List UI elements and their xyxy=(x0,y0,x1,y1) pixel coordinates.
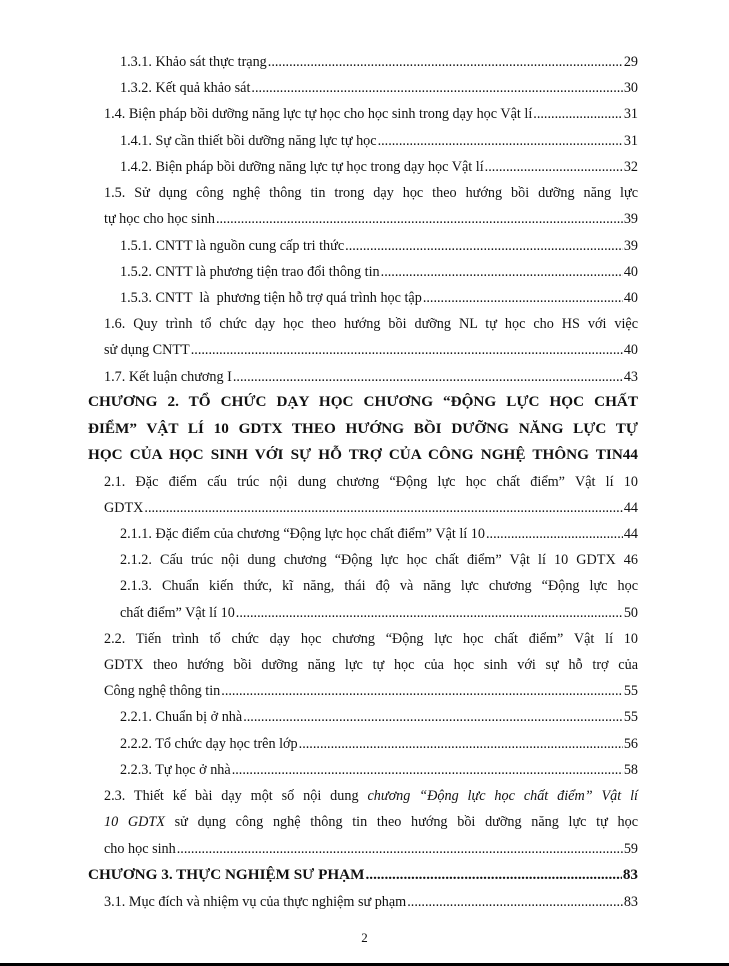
toc-entry-title: tự học cho học sinh xyxy=(104,211,215,227)
toc-entry-title: CHƯƠNG 3. THỰC NGHIỆM SƯ PHẠM xyxy=(88,866,365,883)
toc-entry-page: 40 xyxy=(623,342,638,358)
toc-leader xyxy=(177,839,623,859)
toc-entry[interactable] xyxy=(120,707,638,727)
toc-entry[interactable] xyxy=(120,236,638,256)
toc-entry[interactable] xyxy=(120,734,638,754)
toc-entry[interactable] xyxy=(120,524,638,544)
toc-leader xyxy=(365,865,621,885)
toc-entry[interactable] xyxy=(104,498,638,518)
toc-entry-page: 55 xyxy=(623,683,638,699)
toc-entry[interactable] xyxy=(104,892,638,912)
toc-entry-title: Công nghệ thông tin xyxy=(104,683,221,699)
toc-leader xyxy=(345,236,623,256)
toc-entry-title: 2.2.3. Tự học ở nhà xyxy=(120,762,231,778)
toc-entry-title: 1.5.2. CNTT là phương tiện trao đổi thông tin xyxy=(120,264,380,280)
toc-entry-page: 40 xyxy=(623,290,638,306)
toc-leader xyxy=(299,734,623,754)
toc-leader xyxy=(485,157,623,177)
toc-entry-title: 2.2.2. Tổ chức dạy học trên lớp xyxy=(120,736,298,752)
toc-entry-title: chất điểm” Vật lí 10 xyxy=(120,605,235,621)
toc-entry-page: 39 xyxy=(623,211,638,227)
toc-entry-page: 58 xyxy=(623,762,638,778)
toc-entry-title: 1.4.1. Sự cần thiết bồi dưỡng năng lực tự học xyxy=(120,133,377,149)
toc-entry-title: 1.3.1. Khảo sát thực trạng xyxy=(120,54,267,70)
chapter-heading-line[interactable]: ĐIỂM” VẬT LÍ 10 GDTX THEO HƯỚNG BỒI DƯỠNG NĂNG LỰC TỰ xyxy=(88,420,638,437)
toc-entry-page: 44 xyxy=(623,500,638,516)
toc-leader xyxy=(423,288,623,308)
toc-leader xyxy=(251,78,622,98)
toc-entry-page: 43 xyxy=(623,369,638,385)
toc-leader xyxy=(533,104,623,124)
toc-entry-text: sử dụng công nghệ thông tin theo hướng bồi dưỡng năng lực tự học xyxy=(164,814,638,830)
toc-entry-page: 31 xyxy=(623,133,638,149)
toc-entry[interactable] xyxy=(104,681,638,701)
toc-leader xyxy=(221,681,623,701)
toc-entry-page: 50 xyxy=(623,605,638,621)
toc-entry-title: 3.1. Mục đích và nhiệm vụ của thực nghiệm sư phạm xyxy=(104,894,407,910)
toc-entry-line1 xyxy=(104,786,638,806)
toc-entry[interactable] xyxy=(120,760,638,780)
chapter-heading-line[interactable]: HỌC CỦA HỌC SINH VỚI SỰ HỖ TRỢ CỦA CÔNG NGHỆ THÔNG TIN44 xyxy=(88,446,638,463)
toc-entry-text: 2.3. Thiết kế bài dạy một số nội dung xyxy=(104,788,368,804)
chapter-heading[interactable] xyxy=(88,865,638,885)
toc-entry-page: 40 xyxy=(623,264,638,280)
toc-entry[interactable] xyxy=(120,78,638,98)
toc-entry-title: 1.5.3. CNTT là phương tiện hỗ trợ quá trình học tập xyxy=(120,290,422,306)
toc-entry-line1: 2.1.3. Chuẩn kiến thức, kĩ năng, thái độ và năng lực chương “Động lực học xyxy=(120,578,638,594)
toc-leader xyxy=(486,524,623,544)
toc-entry[interactable] xyxy=(104,104,638,124)
toc-entry-page: 59 xyxy=(623,841,638,857)
toc-entry-italic: 10 GDTX xyxy=(104,814,165,830)
toc-entry[interactable] xyxy=(104,340,638,360)
toc-entry-title: 1.3.2. Kết quả khảo sát xyxy=(120,80,251,96)
toc-entry-italic: chương “Động lực học chất điểm” Vật lí xyxy=(367,788,638,804)
toc-leader xyxy=(268,52,623,72)
toc-leader xyxy=(233,367,623,387)
toc-entry-page: 29 xyxy=(623,54,638,70)
toc-entry-page: 44 xyxy=(623,526,638,542)
toc-leader xyxy=(243,707,623,727)
toc-entry-line2 xyxy=(104,812,638,832)
toc-entry[interactable]: 2.1.2. Cấu trúc nội dung chương “Động lực học chất điểm” Vật lí 10 GDTX 46 xyxy=(120,552,638,568)
toc-entry[interactable] xyxy=(104,367,638,387)
toc-entry-page: 55 xyxy=(623,709,638,725)
toc-entry[interactable] xyxy=(120,157,638,177)
toc-leader xyxy=(191,340,623,360)
toc-leader xyxy=(381,262,623,282)
toc-entry-page: 32 xyxy=(623,159,638,175)
toc-entry-title: sử dụng CNTT xyxy=(104,342,190,358)
toc-entry-title: 2.1.1. Đặc điểm của chương “Động lực học chất điểm” Vật lí 10 xyxy=(120,526,485,542)
page-number: 2 xyxy=(361,930,368,945)
toc-entry[interactable] xyxy=(120,262,638,282)
toc-entry-page: 31 xyxy=(623,106,638,122)
toc-entry[interactable] xyxy=(104,209,638,229)
toc-entry-line1: 1.5. Sử dụng công nghệ thông tin trong dạy học theo hướng bồi dưỡng năng lực xyxy=(104,185,638,201)
toc-entry-title: 1.5.1. CNTT là nguồn cung cấp tri thức xyxy=(120,238,345,254)
toc-entry-page: 39 xyxy=(623,238,638,254)
toc-entry-title: 1.4.2. Biện pháp bồi dưỡng năng lực tự học trong dạy học Vật lí xyxy=(120,159,484,175)
toc-entry-page: 83 xyxy=(622,866,638,883)
toc-entry[interactable] xyxy=(120,288,638,308)
toc-entry-title: GDTX xyxy=(104,500,144,516)
toc-entry[interactable] xyxy=(120,52,638,72)
chapter-heading-line[interactable]: CHƯƠNG 2. TỔ CHỨC DẠY HỌC CHƯƠNG “ĐỘNG LỰC HỌC CHẤT xyxy=(88,393,638,410)
toc-leader xyxy=(407,892,623,912)
toc-leader xyxy=(232,760,623,780)
toc-entry-title: 2.2.1. Chuẩn bị ở nhà xyxy=(120,709,243,725)
toc-entry-line1: 2.1. Đặc điểm cấu trúc nội dung chương “Động lực học chất điểm” Vật lí 10 xyxy=(104,474,638,490)
toc-entry-page: 56 xyxy=(623,736,638,752)
toc-entry-page: 30 xyxy=(623,80,638,96)
toc-entry[interactable] xyxy=(120,131,638,151)
toc-leader xyxy=(378,131,623,151)
toc-entry-page: 83 xyxy=(623,894,638,910)
toc-entry[interactable] xyxy=(120,603,638,623)
toc-entry-line1: 1.6. Quy trình tổ chức dạy học theo hướng bồi dưỡng NL tự học cho HS với việc xyxy=(104,316,638,332)
toc-entry[interactable] xyxy=(104,839,638,859)
toc-leader xyxy=(144,498,622,518)
toc-entry-title: cho học sinh xyxy=(104,841,176,857)
toc-leader xyxy=(236,603,623,623)
toc-entry-line2: GDTX theo hướng bồi dưỡng năng lực tự học của học sinh với sự hỗ trợ của xyxy=(104,657,638,673)
toc-leader xyxy=(216,209,623,229)
toc-entry-title: 1.7. Kết luận chương I xyxy=(104,369,232,385)
toc-entry-line1: 2.2. Tiến trình tổ chức dạy học chương “Động lực học chất điểm” Vật lí 10 xyxy=(104,631,638,647)
toc-entry-title: 1.4. Biện pháp bồi dưỡng năng lực tự học cho học sinh trong dạy học Vật lí xyxy=(104,106,533,122)
